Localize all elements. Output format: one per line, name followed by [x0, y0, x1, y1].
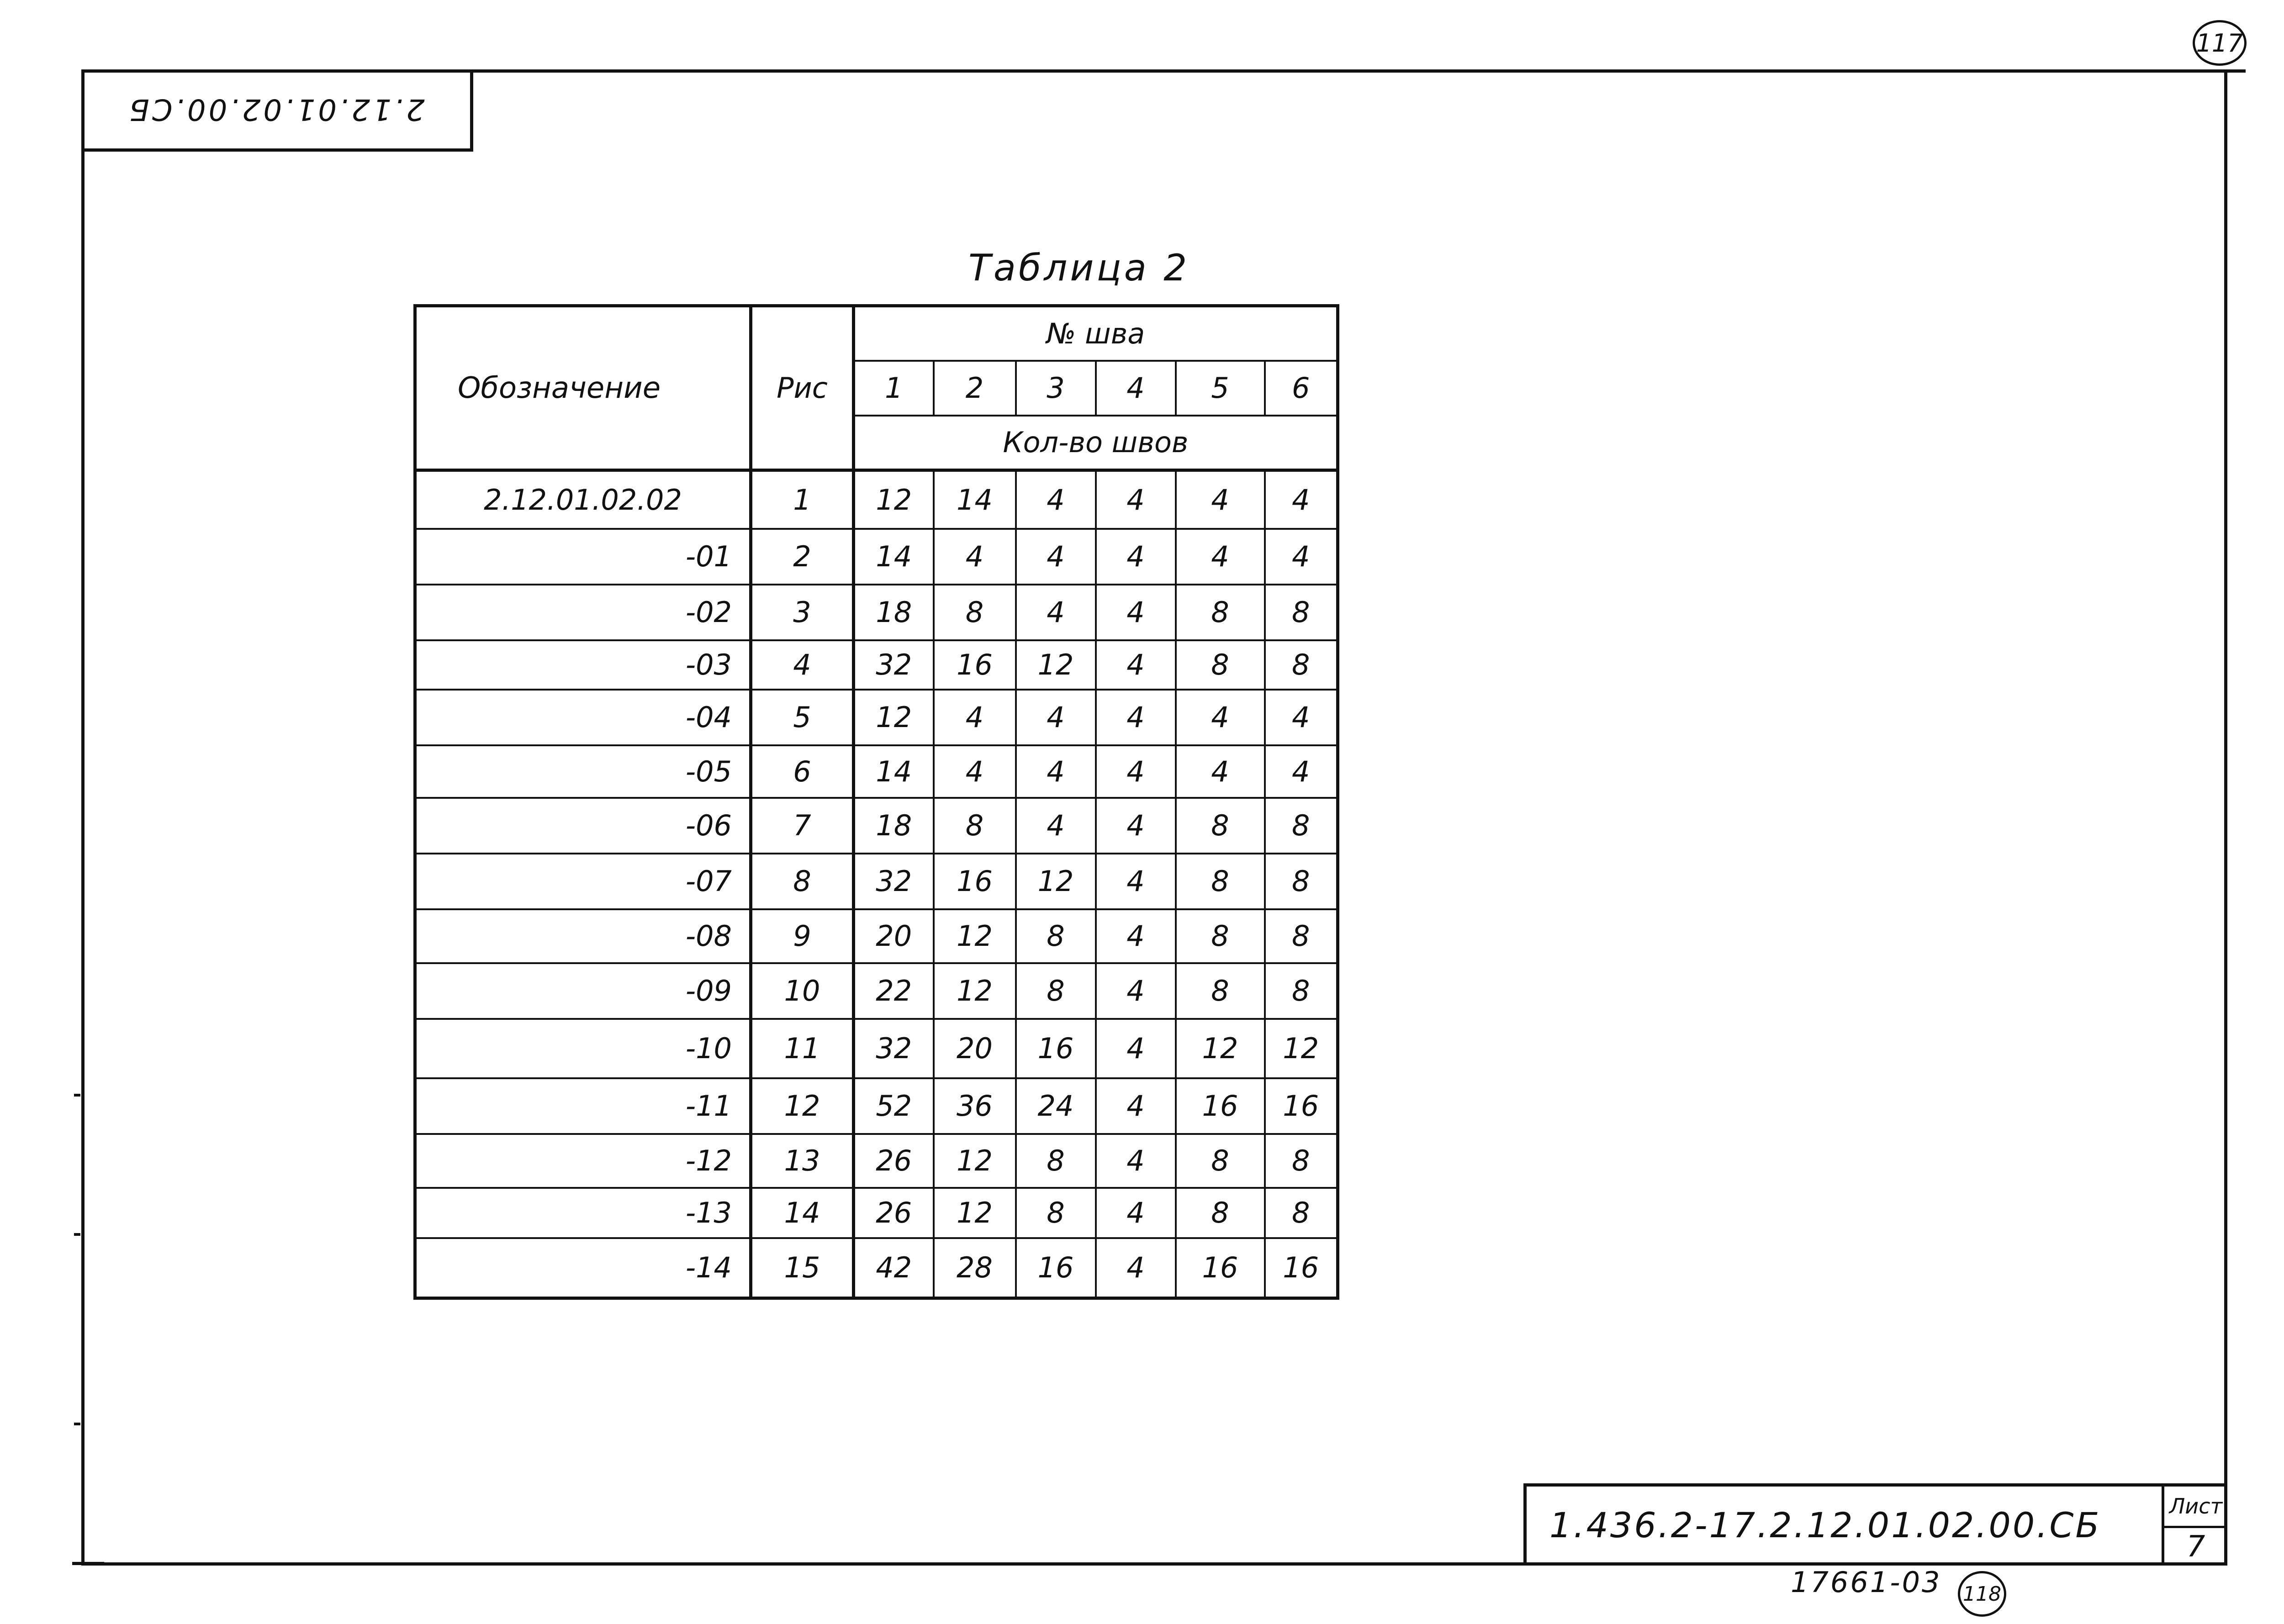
mirrored-designation-stamp — [81, 69, 473, 152]
row-seam-2-count: 4 — [934, 745, 1016, 798]
row-seam-1-count: 12 — [854, 690, 934, 745]
row-seam-6-count: 16 — [1265, 1078, 1338, 1134]
row-figure: 12 — [751, 1078, 854, 1134]
header-seam-number: № шва — [854, 306, 1338, 361]
margin-tick — [74, 1233, 80, 1236]
row-seam-6-count: 4 — [1265, 529, 1338, 585]
sheet-label: Лист — [2164, 1487, 2227, 1528]
row-seam-4-count: 4 — [1096, 909, 1176, 963]
page-mark-number: 118 — [1963, 1582, 2001, 1606]
row-designation: -04 — [415, 690, 751, 745]
row-seam-2-count: 16 — [934, 854, 1016, 909]
row-designation: -03 — [415, 640, 751, 690]
row-figure: 11 — [751, 1019, 854, 1078]
row-seam-1-count: 32 — [854, 640, 934, 690]
row-figure: 6 — [751, 745, 854, 798]
row-seam-3-count: 4 — [1016, 470, 1096, 529]
table-row — [415, 1238, 1338, 1298]
row-seam-5-count: 8 — [1176, 909, 1265, 963]
row-designation: -08 — [415, 909, 751, 963]
row-figure: 9 — [751, 909, 854, 963]
row-seam-2-count: 8 — [934, 585, 1016, 640]
row-seam-3-count: 4 — [1016, 745, 1096, 798]
page-mark-circle — [1958, 1571, 2006, 1617]
table-row — [415, 690, 1338, 745]
row-seam-5-count: 4 — [1176, 745, 1265, 798]
row-seam-6-count: 8 — [1265, 585, 1338, 640]
sheet-mark-circle — [2193, 20, 2247, 66]
row-seam-5-count: 8 — [1176, 585, 1265, 640]
row-seam-5-count: 8 — [1176, 963, 1265, 1019]
row-seam-3-count: 8 — [1016, 963, 1096, 1019]
row-seam-2-count: 8 — [934, 798, 1016, 854]
row-seam-4-count: 4 — [1096, 640, 1176, 690]
row-figure: 14 — [751, 1188, 854, 1238]
row-seam-2-count: 14 — [934, 470, 1016, 529]
row-seam-3-count: 8 — [1016, 1134, 1096, 1188]
row-figure: 15 — [751, 1238, 854, 1298]
row-seam-1-count: 14 — [854, 529, 934, 585]
table-row — [415, 745, 1338, 798]
row-designation: -05 — [415, 745, 751, 798]
table-row — [415, 963, 1338, 1019]
row-seam-4-count: 4 — [1096, 963, 1176, 1019]
archive-number: 17661-03 — [1791, 1566, 1942, 1599]
row-seam-1-count: 12 — [854, 470, 934, 529]
row-seam-3-count: 4 — [1016, 690, 1096, 745]
row-seam-1-count: 20 — [854, 909, 934, 963]
row-seam-5-count: 4 — [1176, 690, 1265, 745]
row-seam-5-count: 8 — [1176, 1134, 1265, 1188]
row-seam-5-count: 8 — [1176, 640, 1265, 690]
row-seam-4-count: 4 — [1096, 1188, 1176, 1238]
row-seam-2-count: 28 — [934, 1238, 1016, 1298]
row-seam-5-count: 16 — [1176, 1078, 1265, 1134]
document-code: 1.436.2-17.2.12.01.02.00.СБ — [1549, 1505, 2101, 1545]
row-seam-6-count: 8 — [1265, 854, 1338, 909]
header-seam-6: 6 — [1265, 361, 1338, 416]
row-seam-3-count: 8 — [1016, 909, 1096, 963]
seam-table-body — [415, 306, 1338, 1298]
row-seam-6-count: 16 — [1265, 1238, 1338, 1298]
header-designation: Обозначение — [415, 306, 751, 470]
row-seam-2-count: 4 — [934, 529, 1016, 585]
row-designation: 2.12.01.02.02 — [415, 470, 751, 529]
row-seam-2-count: 12 — [934, 1134, 1016, 1188]
table-row — [415, 854, 1338, 909]
row-seam-3-count: 16 — [1016, 1019, 1096, 1078]
row-seam-4-count: 4 — [1096, 1134, 1176, 1188]
sheet-cell — [2162, 1487, 2227, 1566]
row-seam-3-count: 4 — [1016, 529, 1096, 585]
table-row — [415, 909, 1338, 963]
row-designation: -09 — [415, 963, 751, 1019]
row-seam-1-count: 18 — [854, 798, 934, 854]
row-seam-1-count: 32 — [854, 854, 934, 909]
row-seam-6-count: 4 — [1265, 745, 1338, 798]
table-row — [415, 1078, 1338, 1134]
row-seam-4-count: 4 — [1096, 745, 1176, 798]
sheet-mark-number: 117 — [2196, 28, 2243, 58]
table-row — [415, 1134, 1338, 1188]
header-seam-4: 4 — [1096, 361, 1176, 416]
row-seam-3-count: 24 — [1016, 1078, 1096, 1134]
margin-tick — [74, 1094, 80, 1097]
row-seam-4-count: 4 — [1096, 470, 1176, 529]
header-figure: Рис — [751, 306, 854, 470]
row-seam-3-count: 12 — [1016, 640, 1096, 690]
header-seam-5: 5 — [1176, 361, 1265, 416]
row-seam-5-count: 8 — [1176, 798, 1265, 854]
row-seam-3-count: 4 — [1016, 585, 1096, 640]
row-seam-2-count: 16 — [934, 640, 1016, 690]
mirrored-designation-text: 2.12.01.02.00.СБ — [127, 92, 425, 126]
row-seam-1-count: 32 — [854, 1019, 934, 1078]
header-row — [415, 306, 1338, 361]
row-seam-3-count: 8 — [1016, 1188, 1096, 1238]
row-seam-4-count: 4 — [1096, 1238, 1176, 1298]
row-seam-5-count: 8 — [1176, 854, 1265, 909]
row-seam-6-count: 12 — [1265, 1019, 1338, 1078]
row-seam-6-count: 8 — [1265, 640, 1338, 690]
row-figure: 10 — [751, 963, 854, 1019]
row-designation: -07 — [415, 854, 751, 909]
row-seam-4-count: 4 — [1096, 798, 1176, 854]
row-seam-4-count: 4 — [1096, 529, 1176, 585]
row-designation: -02 — [415, 585, 751, 640]
row-figure: 8 — [751, 854, 854, 909]
row-designation: -11 — [415, 1078, 751, 1134]
row-designation: -13 — [415, 1188, 751, 1238]
row-seam-2-count: 4 — [934, 690, 1016, 745]
row-seam-1-count: 22 — [854, 963, 934, 1019]
sheet-number: 7 — [2186, 1530, 2205, 1564]
row-figure: 13 — [751, 1134, 854, 1188]
row-figure: 4 — [751, 640, 854, 690]
table-row — [415, 1188, 1338, 1238]
table-row — [415, 470, 1338, 529]
table-row — [415, 798, 1338, 854]
header-seam-count: Кол-во швов — [854, 416, 1338, 470]
row-seam-3-count: 16 — [1016, 1238, 1096, 1298]
row-seam-1-count: 52 — [854, 1078, 934, 1134]
row-seam-2-count: 12 — [934, 963, 1016, 1019]
row-seam-3-count: 4 — [1016, 798, 1096, 854]
row-seam-2-count: 12 — [934, 909, 1016, 963]
table-title: Таблица 2 — [968, 247, 1190, 289]
table-row — [415, 640, 1338, 690]
row-seam-2-count: 12 — [934, 1188, 1016, 1238]
title-block — [1523, 1483, 2227, 1566]
row-seam-5-count: 8 — [1176, 1188, 1265, 1238]
row-seam-4-count: 4 — [1096, 690, 1176, 745]
row-seam-5-count: 16 — [1176, 1238, 1265, 1298]
frame-edge-line — [72, 1562, 104, 1565]
frame-edge-line — [2227, 69, 2246, 73]
row-seam-4-count: 4 — [1096, 854, 1176, 909]
row-seam-6-count: 8 — [1265, 1134, 1338, 1188]
row-seam-1-count: 42 — [854, 1238, 934, 1298]
table-row — [415, 585, 1338, 640]
row-seam-2-count: 36 — [934, 1078, 1016, 1134]
row-figure: 7 — [751, 798, 854, 854]
row-designation: -12 — [415, 1134, 751, 1188]
row-seam-2-count: 20 — [934, 1019, 1016, 1078]
row-seam-6-count: 4 — [1265, 690, 1338, 745]
row-seam-5-count: 12 — [1176, 1019, 1265, 1078]
row-seam-1-count: 14 — [854, 745, 934, 798]
row-seam-1-count: 26 — [854, 1188, 934, 1238]
seam-count-table — [413, 304, 1339, 1300]
header-seam-3: 3 — [1016, 361, 1096, 416]
row-seam-6-count: 8 — [1265, 963, 1338, 1019]
header-seam-1: 1 — [854, 361, 934, 416]
row-seam-5-count: 4 — [1176, 529, 1265, 585]
table-row — [415, 1019, 1338, 1078]
row-figure: 5 — [751, 690, 854, 745]
row-designation: -10 — [415, 1019, 751, 1078]
row-seam-6-count: 4 — [1265, 470, 1338, 529]
row-seam-4-count: 4 — [1096, 585, 1176, 640]
row-designation: -01 — [415, 529, 751, 585]
row-seam-4-count: 4 — [1096, 1078, 1176, 1134]
row-seam-5-count: 4 — [1176, 470, 1265, 529]
margin-tick — [74, 1423, 80, 1425]
row-seam-6-count: 8 — [1265, 1188, 1338, 1238]
row-seam-3-count: 12 — [1016, 854, 1096, 909]
row-figure: 1 — [751, 470, 854, 529]
row-seam-1-count: 18 — [854, 585, 934, 640]
row-seam-1-count: 26 — [854, 1134, 934, 1188]
row-seam-6-count: 8 — [1265, 798, 1338, 854]
row-seam-6-count: 8 — [1265, 909, 1338, 963]
row-figure: 3 — [751, 585, 854, 640]
row-seam-4-count: 4 — [1096, 1019, 1176, 1078]
row-figure: 2 — [751, 529, 854, 585]
row-designation: -06 — [415, 798, 751, 854]
table-row — [415, 529, 1338, 585]
row-designation: -14 — [415, 1238, 751, 1298]
header-seam-2: 2 — [934, 361, 1016, 416]
